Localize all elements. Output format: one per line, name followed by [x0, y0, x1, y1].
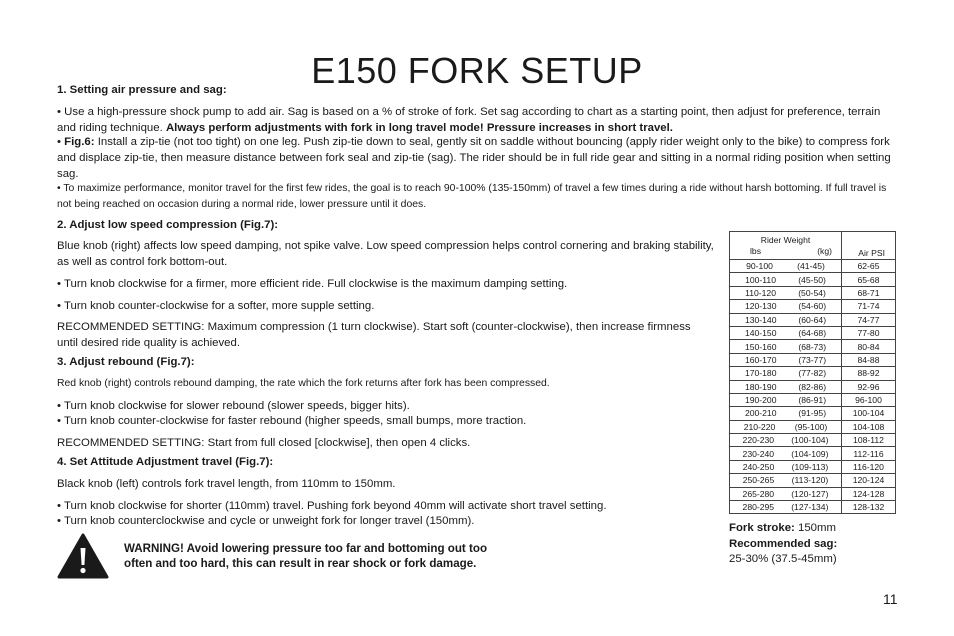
section1-para1-text: • Use a high-pressure shock pump to add air. Sag is based on a % of stroke of fork. Set sag according to chart as a starting point, then adjust for preference, terrain and riding technique.	[57, 106, 881, 134]
weight-cell	[730, 420, 842, 433]
air-psi-cell: 100-104	[842, 407, 896, 420]
weight-kg: (77-82)	[798, 368, 827, 379]
section4-para1: Black knob (left) controls fork travel length, from 110mm to 150mm.	[57, 478, 396, 490]
air-psi-cell: 71-74	[842, 300, 896, 313]
weight-kg: (68-73)	[798, 341, 827, 352]
weight-kg: (45-50)	[798, 274, 826, 285]
fork-stroke	[729, 521, 837, 537]
weight-values	[730, 327, 841, 339]
air-psi-cell: 68-71	[842, 286, 896, 299]
section1-para2-text: Install a zip-tie (not too tight) on one leg. Push zip-tie down to seal, gently sit on saddle without bouncing (apply rider weight only to the bike) to compress fork and displace zip-tie, then measure distance between fork seal and zip-tie (sag). The rider should be in full ride gear and sitting in a normal riding position when setting sag.	[57, 136, 891, 180]
weight-kg: (113-120)	[791, 475, 829, 486]
table-body	[730, 260, 896, 514]
weight-values	[730, 501, 841, 513]
weight-cell	[730, 367, 842, 380]
weight-lbs: 110-120	[745, 287, 776, 298]
weight-values	[730, 287, 841, 299]
fork-stroke-value: 150mm	[794, 522, 836, 534]
weight-values	[730, 394, 841, 406]
weight-cell	[730, 447, 842, 460]
recommended-sag-label: Recommended sag:	[729, 537, 838, 550]
weight-kg: (82-86)	[798, 381, 827, 392]
warning-text	[124, 542, 584, 571]
fork-stroke-label: Fork stroke:	[729, 522, 795, 534]
weight-cell	[730, 407, 842, 420]
weight-cell	[730, 393, 842, 406]
weight-kg: (86-91)	[798, 395, 827, 406]
header-air-psi	[842, 232, 896, 260]
table-row	[730, 460, 896, 473]
table-row	[730, 393, 896, 406]
air-psi-cell: 96-100	[842, 393, 896, 406]
air-psi-cell: 65-68	[842, 273, 896, 286]
weight-lbs: 180-190	[744, 381, 777, 392]
table-row	[730, 353, 896, 366]
section2-para3: • Turn knob counter-clockwise for a softer, more supple setting.	[57, 300, 375, 312]
header-air-psi-label: Air PSI	[858, 248, 885, 258]
weight-cell	[730, 286, 842, 299]
weight-values	[730, 314, 841, 326]
section3-para1: Red knob (right) controls rebound damping, the rate which the fork returns after fork has been compressed.	[57, 378, 550, 389]
weight-kg: (104-109)	[791, 448, 829, 459]
weight-lbs: 265-280	[742, 488, 775, 499]
weight-kg: (109-113)	[791, 462, 829, 473]
section3-heading: 3. Adjust rebound (Fig.7):	[57, 356, 195, 368]
weight-lbs: 200-210	[744, 408, 777, 419]
air-psi-cell: 124-128	[842, 487, 896, 500]
pressure-table	[729, 231, 896, 514]
weight-cell	[730, 460, 842, 473]
weight-lbs: 210-220	[743, 421, 776, 432]
table-row	[730, 340, 896, 353]
table-row	[730, 313, 896, 326]
weight-values	[730, 421, 841, 433]
weight-values	[730, 407, 841, 419]
air-psi-cell: 80-84	[842, 340, 896, 353]
section3-para4: RECOMMENDED SETTING: Start from full closed [clockwise], then open 4 clicks.	[57, 437, 471, 449]
air-psi-cell: 120-124	[842, 474, 896, 487]
weight-lbs: 120-130	[744, 301, 777, 312]
header-lbs: lbs	[750, 246, 761, 256]
weight-lbs: 190-200	[744, 395, 777, 406]
weight-lbs: 90-100	[746, 261, 773, 272]
section1-heading: 1. Setting air pressure and sag:	[57, 84, 227, 96]
weight-lbs: 280-295	[742, 502, 775, 513]
air-psi-cell: 88-92	[842, 367, 896, 380]
weight-lbs: 170-180	[744, 368, 777, 379]
weight-kg: (120-127)	[791, 488, 829, 499]
header-units	[730, 246, 841, 259]
weight-lbs: 150-160	[744, 341, 777, 352]
weight-kg: (41-45)	[797, 261, 825, 272]
section3-para3: • Turn knob counter-clockwise for faster rebound (higher speeds, small bumps, more traction.	[57, 415, 527, 427]
weight-lbs: 100-110	[745, 274, 776, 285]
table-row	[730, 420, 896, 433]
air-psi-cell: 74-77	[842, 313, 896, 326]
weight-kg: (91-95)	[798, 408, 827, 419]
weight-cell	[730, 260, 842, 273]
weight-values	[730, 367, 841, 379]
table-row	[730, 300, 896, 313]
section2-para2: • Turn knob clockwise for a firmer, more efficient ride. Full clockwise is the maximum damping setting.	[57, 278, 568, 290]
weight-kg: (100-104)	[791, 435, 829, 446]
table-row	[730, 474, 896, 487]
weight-lbs: 240-250	[742, 462, 775, 473]
air-psi-cell: 62-65	[842, 260, 896, 273]
table-row	[730, 273, 896, 286]
weight-values	[730, 354, 841, 366]
warning-triangle-icon	[57, 533, 109, 579]
weight-cell	[730, 487, 842, 500]
table-header-row	[730, 232, 896, 260]
weight-values	[730, 274, 841, 286]
weight-values	[730, 300, 841, 312]
section2-para1: Blue knob (right) affects low speed damping, not spike valve. Low speed compression helps control cornering and braking stability, as well as control fork bottom-out.	[57, 240, 714, 268]
weight-kg: (64-68)	[798, 328, 827, 339]
weight-cell	[730, 340, 842, 353]
weight-values	[730, 434, 841, 446]
air-psi-cell: 116-120	[842, 460, 896, 473]
weight-lbs: 250-265	[742, 475, 775, 486]
weight-lbs: 140-150	[744, 328, 777, 339]
section1-para2: • Fig.6: Install a zip-tie (not too tight) on one leg. Push zip-tie down to seal, gently sit on saddle without bouncing (apply rider weight only to the bike) to compress fork and displace zip-tie, then measure distance between fork seal and zip-tie (sag). The rider should be in full ride gear and sitting in a normal riding position when setting sag.	[57, 136, 891, 180]
warning-line1: WARNING! Avoid lowering pressure too far and bottoming out too	[124, 542, 488, 555]
air-psi-cell: 112-116	[842, 447, 896, 460]
section4-para3: • Turn knob counterclockwise and cycle or unweight fork for longer travel (150mm).	[57, 515, 475, 527]
air-psi-cell: 92-96	[842, 380, 896, 393]
table-row	[730, 434, 896, 447]
weight-lbs: 220-230	[742, 435, 775, 446]
weight-cell	[730, 353, 842, 366]
page-number: 11	[883, 591, 898, 607]
weight-cell	[730, 300, 842, 313]
weight-values	[730, 488, 841, 500]
table-row	[730, 367, 896, 380]
recommended-sag-value: 25-30% (37.5-45mm)	[729, 553, 837, 565]
air-psi-cell: 108-112	[842, 434, 896, 447]
weight-cell	[730, 434, 842, 447]
fig6-label: Fig.6:	[64, 136, 95, 148]
section4-heading: 4. Set Attitude Adjustment travel (Fig.7):	[57, 456, 274, 468]
table-row	[730, 260, 896, 273]
weight-kg: (50-54)	[798, 287, 826, 298]
weight-values	[730, 461, 841, 473]
section2-para4: RECOMMENDED SETTING: Maximum compression (1 turn clockwise). Start soft (counter-clockwise), then increase firmness until desired ride quality is achieved.	[57, 321, 691, 349]
weight-kg: (54-60)	[798, 301, 827, 312]
warning-line2: often and too hard, this can result in rear shock or fork damage.	[124, 556, 477, 570]
section1-para3: • To maximize performance, monitor travel for the first few rides, the goal is to reach 90-100% (135-150mm) of travel a few times during a ride without harsh bottoming. If full travel is not being reached on occasion during a normal ride, lower pressure until it does.	[57, 183, 887, 210]
table-row	[730, 407, 896, 420]
header-kg: (kg)	[817, 246, 832, 256]
weight-values	[730, 381, 841, 393]
weight-cell	[730, 326, 842, 339]
table-row	[730, 447, 896, 460]
table-row	[730, 286, 896, 299]
weight-kg: (60-64)	[798, 314, 827, 325]
weight-cell	[730, 313, 842, 326]
section1-para1-bold: Always perform adjustments with fork in long travel mode! Pressure increases in short travel.	[165, 122, 673, 134]
fork-specs	[729, 521, 837, 568]
weight-values	[730, 341, 841, 353]
weight-kg: (95-100)	[794, 421, 828, 432]
section2-heading: 2. Adjust low speed compression (Fig.7):	[57, 219, 279, 231]
weight-values	[730, 448, 841, 460]
weight-cell	[730, 380, 842, 393]
header-rider-weight-label: Rider Weight	[760, 235, 811, 245]
air-psi-cell: 77-80	[842, 326, 896, 339]
weight-cell	[730, 474, 842, 487]
header-rider-weight	[730, 232, 842, 260]
page-title: E150 FORK SETUP	[311, 50, 643, 91]
weight-cell	[730, 273, 842, 286]
weight-lbs: 230-240	[742, 448, 775, 459]
table-row	[730, 487, 896, 500]
table-row	[730, 380, 896, 393]
weight-values	[730, 260, 841, 272]
table-row	[730, 326, 896, 339]
weight-lbs: 130-140	[744, 314, 777, 325]
weight-cell	[730, 501, 842, 514]
table-row	[730, 501, 896, 514]
section4-para2: • Turn knob clockwise for shorter (110mm) travel. Pushing fork beyond 40mm will activate short travel setting.	[57, 500, 607, 512]
weight-values	[730, 474, 841, 486]
air-psi-cell: 128-132	[842, 501, 896, 514]
section3-para2: • Turn knob clockwise for slower rebound (slower speeds, bigger hits).	[57, 400, 410, 412]
weight-lbs: 160-170	[744, 354, 777, 365]
weight-kg: (73-77)	[798, 354, 827, 365]
air-psi-cell: 84-88	[842, 353, 896, 366]
air-psi-cell: 104-108	[842, 420, 896, 433]
weight-kg: (127-134)	[791, 502, 829, 513]
section1-para1	[57, 104, 899, 136]
